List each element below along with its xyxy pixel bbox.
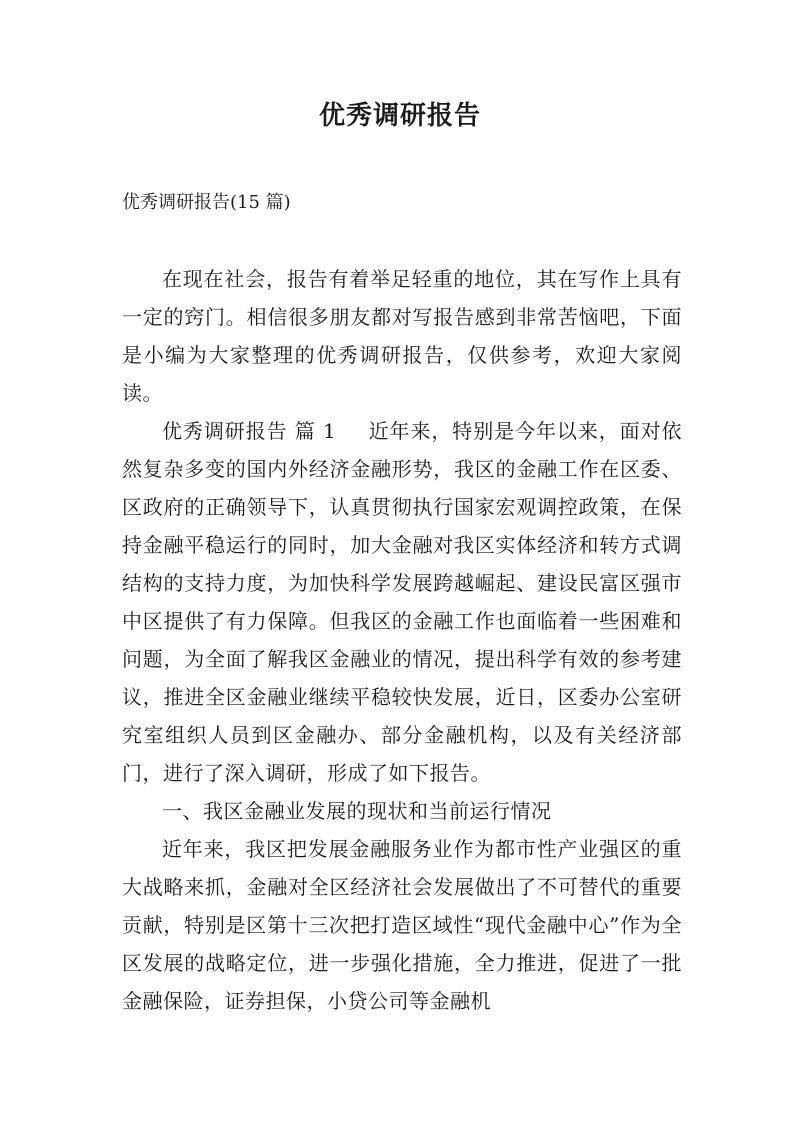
document-title: 优秀调研报告 — [318, 101, 481, 131]
report-1-paragraph — [122, 412, 682, 792]
report-1-label: 优秀调研报告 篇 1 — [162, 419, 337, 443]
document-body — [122, 260, 682, 1020]
section-paragraph: 近年来，我区把发展金融服务业作为都市性产业强区的重大战略来抓，金融对全区经济社会发展做出了不可替代的重要贡献，特别是区第十三次把打造区域性“现代金融中心”作为全区发展的战略定位，进一步强化措施，全力推进，促进了一批金融保险，证券担保，小贷公司等金融机 — [122, 837, 682, 1013]
intro-paragraph: 在现在社会，报告有着举足轻重的地位，其在写作上具有一定的窍门。相信很多朋友都对写报告感到非常苦恼吧，下面是小编为大家整理的优秀调研报告，仅供参考，欢迎大家阅读。 — [122, 267, 682, 405]
report-1-text: 近年来，特别是今年以来，面对依然复杂多变的国内外经济金融形势，我区的金融工作在区委、区政府的正确领导下，认真贯彻执行国家宏观调控政策，在保持金融平稳运行的同时，加大金融对我区实体经济和转方式调结构的支持力度，为加快科学发展跨越崛起、建设民富区强市中区提供了有力保障。但我区的金融工作也面临着一些困难和问题，为全面了解我区金融业的情况，提出科学有效的参考建议，推进全区金融业继续平稳较快发展，近日，区委办公室研究室组织人员到区金融办、部分金融机构，以及有关经济部门，进行了深入调研，形成了如下报告。 — [122, 419, 682, 785]
document-subtitle: 优秀调研报告(15 篇) — [122, 192, 291, 213]
section-heading: 一、我区金融业发展的现状和当前运行情况 — [162, 799, 552, 823]
